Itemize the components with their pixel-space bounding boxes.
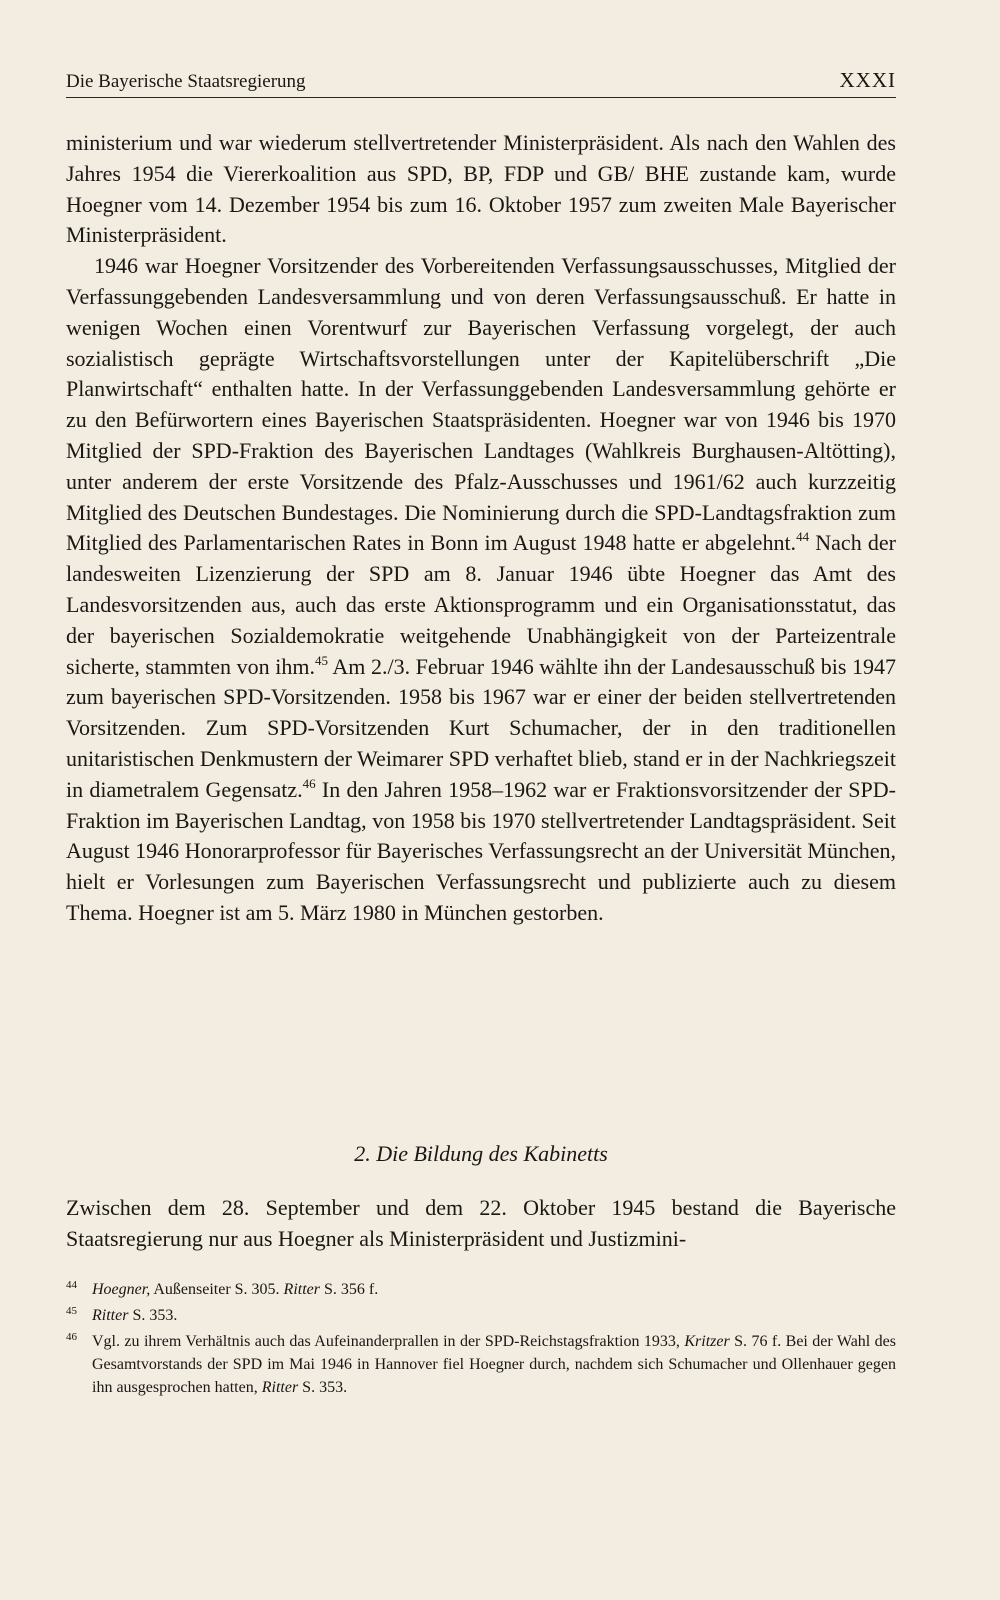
- footnote-46: [66, 1330, 896, 1399]
- footnote-number: 46: [66, 1331, 77, 1343]
- footnote-author: Ritter: [92, 1307, 129, 1324]
- footnote-author: Hoegner,: [92, 1281, 151, 1298]
- section-text: Zwischen dem 28. September und dem 22. Oktober 1945 bestand die Bayerische Staatsregierung nur aus Hoegner als Ministerpräsident und Justizmini-: [66, 1195, 896, 1251]
- paragraph-2-part-a: 1946 war Hoegner Vorsitzender des Vorbereitenden Verfassungsausschusses, Mitglied der Verfassunggebenden Landesversammlung und von deren Verfassungsausschuß. Er hatte in wenigen Wochen einen Vorentwurf zur Bayerischen Verfassung vorgelegt, der auch sozialistisch geprägte Wirtschaftsvorstellungen unter der Kapitelüberschrift „Die Planwirtschaft“ enthalten hatte. In der Verfassunggebenden Landesversammlung gehörte er zu den Befürwortern eines Bayerischen Staatspräsidenten. Hoegner war von 1946 bis 1970 Mitglied der SPD-Fraktion des Bayerischen Landtages (Wahlkreis Burghausen-Altötting), unter anderem der erste Vorsitzende des Pfalz-Ausschusses und 1961/62 auch kurzzeitig Mitglied des Deutschen Bundestages. Die Nominierung durch die SPD-Landtagsfraktion zum Mitglied des Parlamentarischen Rates in Bonn im August 1948 hatte er abgelehnt.: [66, 253, 896, 556]
- paragraph-2: [66, 251, 896, 929]
- running-head: [66, 68, 896, 98]
- footnote-ref-46[interactable]: 46: [302, 775, 316, 791]
- body-text: [66, 128, 896, 929]
- footnotes: [66, 1278, 896, 1402]
- paragraph-1: ministerium und war wiederum stellvertretender Ministerpräsident. Als nach den Wahlen des Jahres 1954 die Viererkoalition aus SPD, BP, FDP und GB/ BHE zustande kam, wurde Hoegner vom 14. Dezember 1954 bis zum 16. Oktober 1957 zum zweiten Male Bayerischer Ministerpräsident.: [66, 130, 896, 248]
- paragraph-2-part-b: Nach der landesweiten Lizenzierung der SPD am 8. Januar 1946 übte Hoegner das Amt des Landesvorsitzenden aus, auch das erste Aktionsprogramm und ein Organisationsstatut, das der bayerischen Sozialdemokratie weitgehende Unabhängigkeit von der Parteizentrale sicherte, stammten von ihm.: [66, 530, 897, 679]
- section-heading: 2. Die Bildung des Kabinetts: [354, 1141, 608, 1166]
- footnote-text: Außenseiter S. 305.: [150, 1281, 284, 1298]
- paragraph-2-part-d: In den Jahren 1958–1962 war er Fraktionsvorsitzender der SPD-Fraktion im Bayerischen Landtag, von 1958 bis 1970 stellvertretender Landtagspräsident. Seit August 1946 Honorarprofessor für Bayerisches Verfassungsrecht an der Universität München, hielt er Vorlesungen zum Bayerischen Verfassungsrecht und publizierte auch zu diesem Thema. Hoegner ist am 5. März 1980 in München gestorben.: [66, 776, 896, 925]
- footnote-45: [66, 1304, 896, 1327]
- footnote-ref-45[interactable]: 45: [314, 652, 328, 668]
- footnote-text: S. 356 f.: [319, 1281, 379, 1298]
- footnote-author: Ritter: [261, 1379, 299, 1396]
- footnote-text: Vgl. zu ihrem Verhältnis auch das Aufeinanderprallen in der SPD-Reichstagsfraktion 1933,: [92, 1333, 685, 1350]
- footnote-author: Ritter: [283, 1281, 320, 1298]
- footnote-ref-44[interactable]: 44: [796, 529, 810, 545]
- footnote-44: [66, 1278, 896, 1301]
- footnote-number: 45: [66, 1305, 77, 1317]
- footnote-author: Kritzer: [684, 1333, 730, 1350]
- footnote-text: S. 353.: [128, 1307, 178, 1324]
- page-number: XXXI: [839, 68, 896, 92]
- running-title: Die Bayerische Staatsregierung: [66, 71, 306, 92]
- footnote-number: 44: [66, 1279, 77, 1291]
- footnote-text: S. 353.: [298, 1379, 348, 1396]
- paragraph-2-part-c: Am 2./3. Februar 1946 wählte ihn der Landesausschuß bis 1947 zum bayerischen SPD-Vorsitzenden. 1958 bis 1967 war er einer der beiden stellvertretenden Vorsitzenden. Zum SPD-Vorsitzenden Kurt Schumacher, der in den traditionellen unitaristischen Denkmustern der Weimarer SPD verhaftet blieb, stand er in der Nachkriegszeit in diametralem Gegensatz.: [66, 653, 897, 802]
- footnote-text: S. 76 f. Bei der Wahl des Gesamtvorstands der SPD im Mai 1946 in Hannover fiel Hoegner durch, nachdem sich Schumacher und Ollenhauer gegen ihn ausgesprochen hatten,: [92, 1333, 897, 1396]
